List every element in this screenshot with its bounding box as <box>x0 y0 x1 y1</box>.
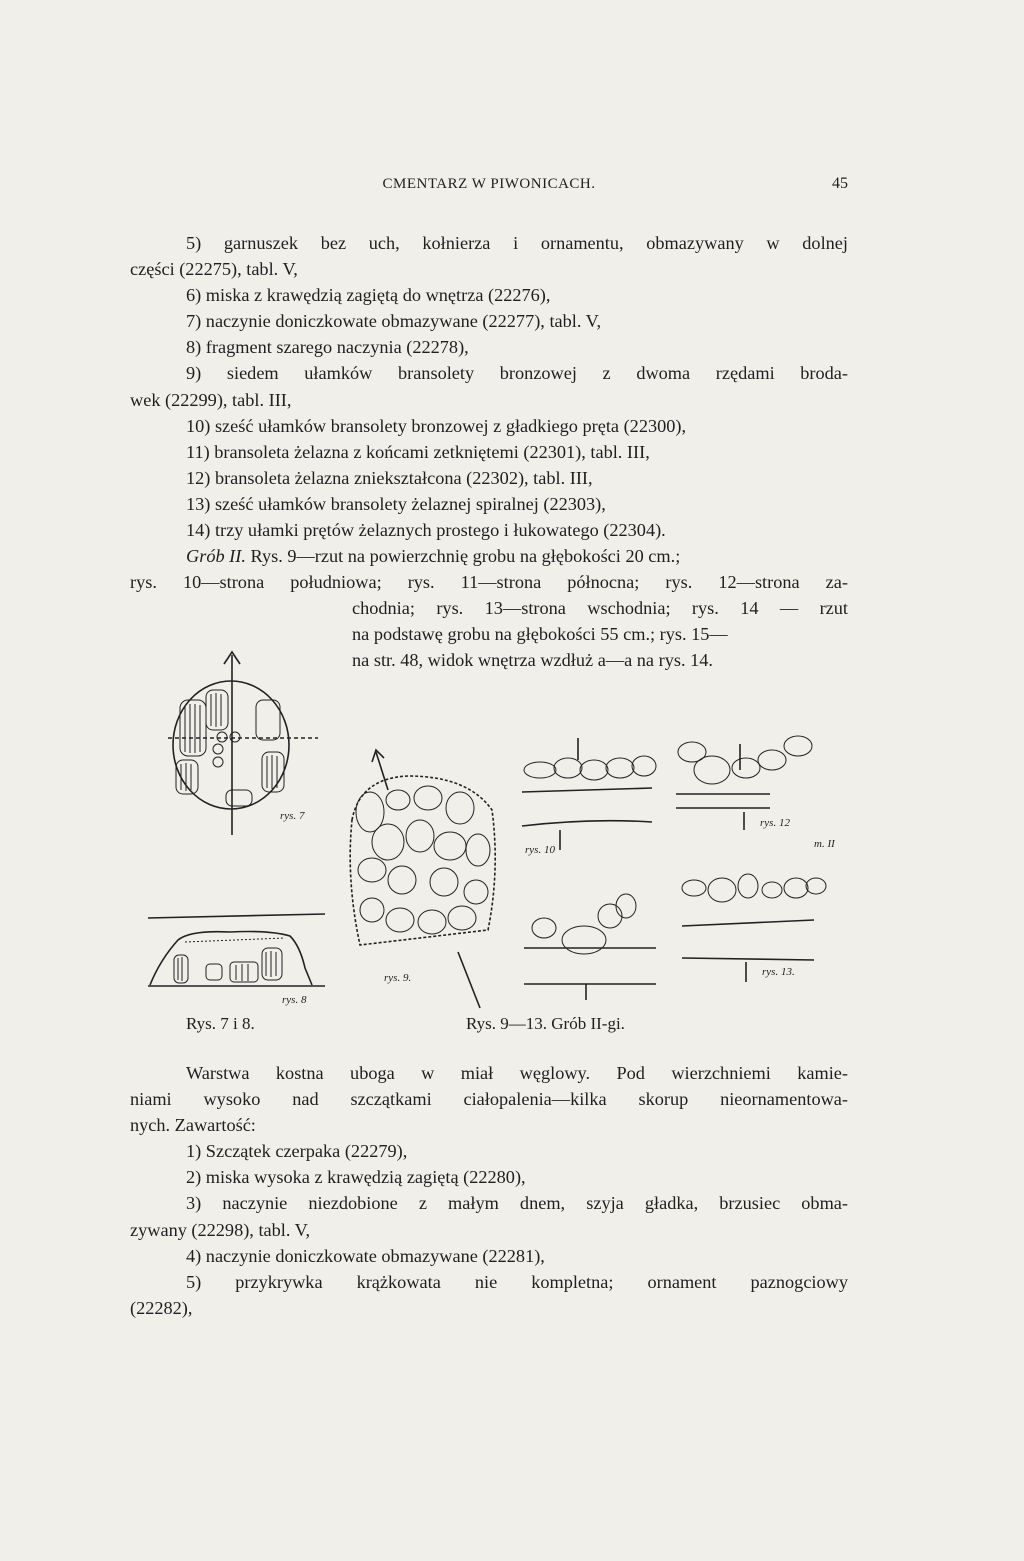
grave-intro-line: na podstawę grobu na głębokości 55 cm.; rys. 15— <box>352 624 728 645</box>
list-item-continuation: (22282), <box>130 1297 193 1318</box>
list-item-continuation: wek (22299), tabl. III, <box>130 389 292 410</box>
list-item: 5) garnuszek bez uch, kołnierza i ornamentu, obmazywany w dolnej <box>186 233 848 253</box>
list-item: 14) trzy ułamki prętów żelaznych prostego i łukowatego (22304). <box>186 520 666 541</box>
figure-12-label: rys. 12 <box>760 817 790 829</box>
list-item: 10) sześć ułamków bransolety bronzowej z gładkiego pręta (22300), <box>186 415 687 436</box>
paragraph-line: nych. Zawartość: <box>130 1115 256 1136</box>
list-item: 1) Szczątek czerpaka (22279), <box>186 1141 408 1162</box>
list-item-continuation: części (22275), tabl. V, <box>130 259 298 280</box>
page-number: 45 <box>832 175 848 192</box>
contents-paragraph <box>130 1060 848 1321</box>
figure-9-plan <box>350 750 495 1008</box>
list-item: 3) naczynie niezdobione z małym dnem, szyja gładka, brzusiec obma- <box>186 1193 848 1214</box>
list-item: 4) naczynie doniczkowate obmazywane (22281), <box>186 1245 545 1266</box>
list-item: 11) bransoleta żelazna z końcami zetkniętemi (22301), tabl. III, <box>186 441 650 462</box>
caption-left: Rys. 7 i 8. <box>186 1014 255 1033</box>
list-item: 6) miska z krawędzią zagiętą do wnętrza (22276), <box>186 285 551 306</box>
figure-7-plan <box>168 652 318 835</box>
figure-10-label: rys. 10 <box>525 844 555 856</box>
list-item: 9) siedem ułamków bransolety bronzowej z dwoma rzędami broda- <box>186 363 848 384</box>
figure-7-label: rys. 7 <box>280 810 305 822</box>
list-item: 13) sześć ułamków bransolety żelaznej spiralnej (22303), <box>186 493 606 514</box>
caption-right: Rys. 9—13. Grób II-gi. <box>466 1014 625 1033</box>
figure-9-label: rys. 9. <box>384 972 412 984</box>
figure-11-section <box>524 894 656 1000</box>
figure-8-label: rys. 8 <box>282 994 307 1006</box>
list-item: 7) naczynie doniczkowate obmazywane (22277), tabl. V, <box>186 311 602 332</box>
figure-12-section <box>676 736 812 830</box>
grave-mark-label: m. II <box>814 838 835 850</box>
figure-13-section <box>682 874 826 982</box>
paragraph-line: niami wysoko nad szczątkami ciałopalenia—kilka skorup nieornamentowa- <box>130 1089 848 1110</box>
figure-13-label: rys. 13. <box>762 966 795 978</box>
running-title: CMENTARZ W PIWONICACH. <box>382 176 596 192</box>
list-item-continuation: zywany (22298), tabl. V, <box>130 1219 311 1240</box>
figure-10-section <box>522 738 656 850</box>
grave-intro-line: rys. 10—strona południowa; rys. 11—strona północna; rys. 12—strona za- <box>130 572 848 593</box>
grave-heading: Grób II. <box>186 546 246 566</box>
list-item: 5) przykrywka krążkowata nie kompletna; ornament paznogciowy <box>186 1271 848 1292</box>
list-item: 8) fragment szarego naczynia (22278), <box>186 337 469 358</box>
list-item: 2) miska wysoka z krawędzią zagiętą (22280), <box>186 1167 526 1188</box>
grave-intro-line: chodnia; rys. 13—strona wschodnia; rys. 14 — rzut <box>352 598 848 619</box>
figure-8-section <box>148 914 325 986</box>
grave-intro-text: Rys. 9—rzut na powierzchnię grobu na głębokości 20 cm.; <box>245 546 681 566</box>
list-item: 12) bransoleta żelazna zniekształcona (22302), tabl. III, <box>186 467 593 488</box>
grave-intro-line: na str. 48, widok wnętrza wzdłuż a—a na rys. 14. <box>352 650 713 671</box>
paragraph-line: Warstwa kostna uboga w miał węglowy. Pod wierzchniemi kamie- <box>186 1063 848 1083</box>
